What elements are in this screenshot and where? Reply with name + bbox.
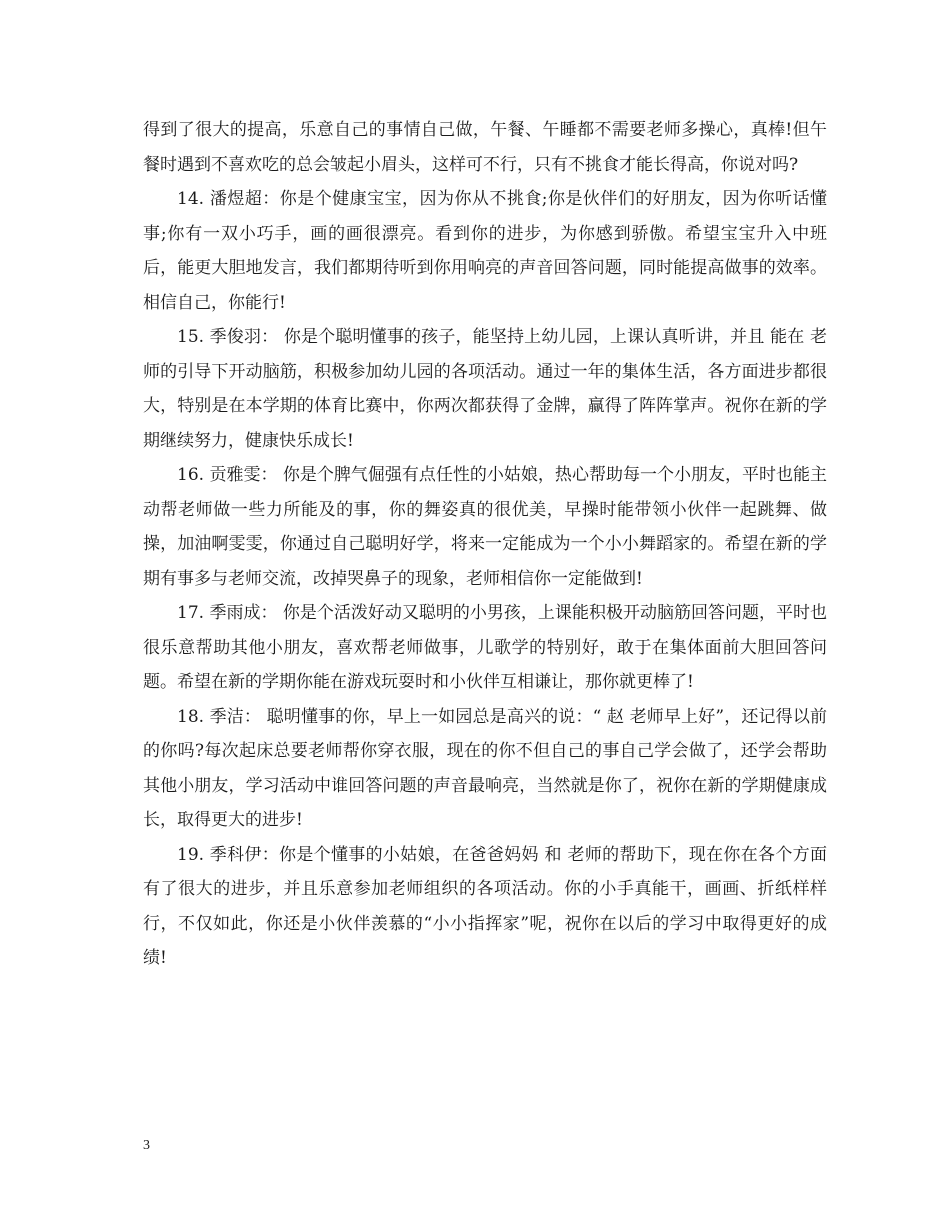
paragraph-comment-16: 16. 贡雅雯： 你是个脾气倔强有点任性的小姑娘，热心帮助每一个小朋友，平时也能主动帮老师做一些力所能及的事，你的舞姿真的很优美，早操时能带领小伙伴一起跳舞、做操，加油啊雯雯，你通过自己聪明好学，将来一定能成为一个小小舞蹈家的。希望在新的学期有事多与老师交流，改掉哭鼻子的现象，老师相信你一定能做到! (143, 465, 827, 589)
paragraph-continuation: 得到了很大的提高，乐意自己的事情自己做，午餐、午睡都不需要老师多操心，真棒!但午餐时遇到不喜欢吃的总会皱起小眉头，这样可不行，只有不挑食才能长得高，你说对吗? (143, 120, 827, 175)
paragraph-comment-14: 14. 潘煜超：你是个健康宝宝，因为你从不挑食;你是伙伴们的好朋友，因为你听话懂事;你有一双小巧手，画的画很漂亮。看到你的进步，为你感到骄傲。希望宝宝升入中班后，能更大胆地发言，我们都期待听到你用响亮的声音回答问题，同时能提高做事的效率。相信自己，你能行! (143, 189, 827, 313)
paragraph-comment-15: 15. 季俊羽： 你是个聪明懂事的孩子，能坚持上幼儿园，上课认真听讲，并且 能在 老师的引导下开动脑筋，积极参加幼儿园的各项活动。通过一年的集体生活，各方面进步都很大，特别是在本学期的体育比赛中，你两次都获得了金牌，赢得了阵阵掌声。祝你在新的学期继续努力，健康快乐成长! (143, 327, 827, 451)
page-number: 3 (143, 1138, 150, 1153)
paragraph-comment-19: 19. 季科伊：你是个懂事的小姑娘，在爸爸妈妈 和 老师的帮助下，现在你在各个方面有了很大的进步，并且乐意参加老师组织的各项活动。你的小手真能干，画画、折纸样样行，不仅如此，你还是小伙伴羡慕的“小小指挥家”呢，祝你在以后的学习中取得更好的成绩! (143, 844, 827, 968)
document-body (143, 113, 827, 976)
paragraph-comment-17: 17. 季雨成： 你是个活泼好动又聪明的小男孩，上课能积极开动脑筋回答问题，平时也很乐意帮助其他小朋友，喜欢帮老师做事，儿歌学的特别好，敢于在集体面前大胆回答问题。希望在新的学期你能在游戏玩耍时和小伙伴互相谦让，那你就更棒了! (143, 603, 827, 692)
paragraph-comment-18: 18. 季洁： 聪明懂事的你，早上一如园总是高兴的说：“ 赵 老师早上好”，还记得以前的你吗?每次起床总要老师帮你穿衣服，现在的你不但自己的事自己学会做了，还学会帮助其他小朋友，学习活动中谁回答问题的声音最响亮，当然就是你了，祝你在新的学期健康成长，取得更大的进步! (143, 706, 827, 830)
